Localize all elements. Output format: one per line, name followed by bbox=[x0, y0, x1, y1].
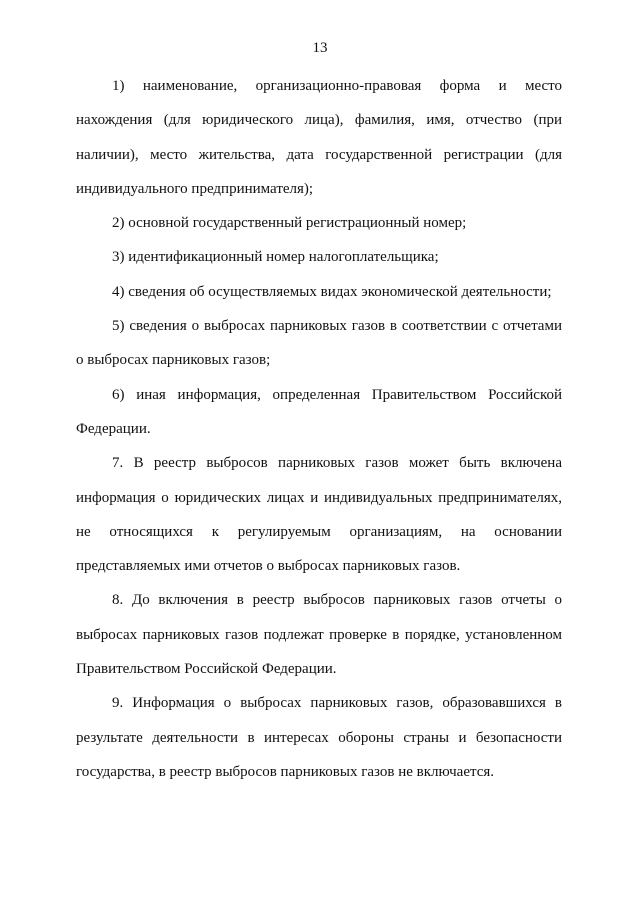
paragraph-2: 2) основной государственный регистрационный номер; bbox=[112, 215, 467, 232]
paragraph-6: 6) иная информация, определенная Правительством Российской Федерации. bbox=[76, 386, 562, 437]
paragraph-7: 7. В реестр выбросов парниковых газов может быть включена информация о юридических лицах и индивидуальных предпринимателях, не относящихся к регулируемым организациям, на основании представляемых ими отчетов о выбросах парниковых газов. bbox=[76, 455, 562, 575]
page-number: 13 bbox=[312, 40, 328, 56]
paragraph-1: 1) наименование, организационно-правовая форма и место нахождения (для юридического лица), фамилия, имя, отчество (при наличии), место жительства, дата государственной регистрации (для индивидуального предпринимателя); bbox=[76, 78, 562, 197]
paragraph-8: 8. До включения в реестр выбросов парниковых газов отчеты о выбросах парниковых газов подлежат проверке в порядке, установленном Правительством Российской Федерации. bbox=[76, 592, 562, 678]
paragraph-9: 9. Информация о выбросах парниковых газов, образовавшихся в результате деятельности в интересах обороны страны и безопасности государства, в реестр выбросов парниковых газов не включается. bbox=[76, 695, 562, 780]
paragraph-3: 3) идентификационный номер налогоплательщика; bbox=[112, 249, 439, 266]
document-body bbox=[76, 69, 562, 789]
paragraph-5: 5) сведения о выбросах парниковых газов в соответствии с отчетами о выбросах парниковых газов; bbox=[76, 318, 562, 369]
paragraph-4: 4) сведения об осуществляемых видах экономической деятельности; bbox=[112, 283, 552, 300]
